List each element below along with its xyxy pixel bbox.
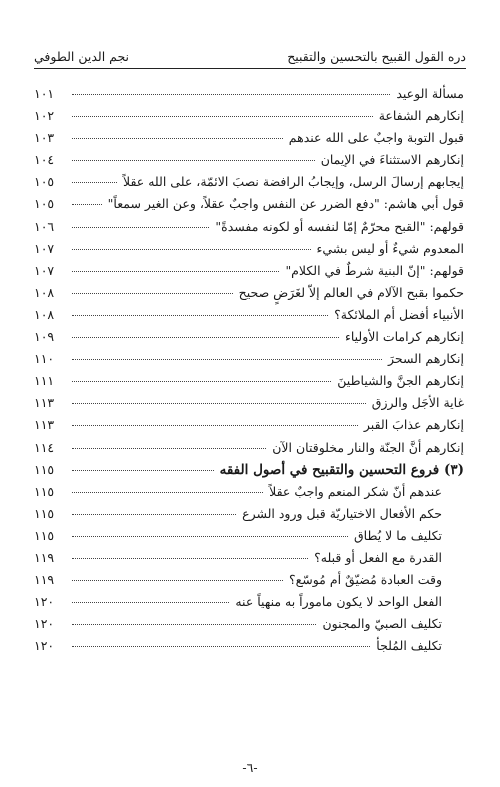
toc-entry-title: تكليف الصبيّ والمجنون — [322, 616, 442, 632]
toc-entry — [34, 86, 464, 108]
toc-entry-title: إنكارهم الاستثناءَ في الإيمان — [320, 152, 464, 168]
toc-entry-page: ١٢٠ — [34, 638, 55, 654]
dot-leader — [72, 94, 390, 95]
toc-entry-page: ١١١ — [34, 373, 55, 389]
toc-entry-page: ١١٤ — [34, 439, 55, 455]
toc-entry-page: ١٠٣ — [34, 130, 55, 146]
toc-entry — [34, 108, 464, 130]
dot-leader — [72, 381, 331, 382]
toc-entry-page: ١٠٧ — [34, 262, 55, 278]
toc-entry-title: إنكارهم كرامات الأولياء — [344, 329, 464, 345]
toc-entry-page: ١٠١ — [34, 86, 55, 101]
dot-leader — [72, 227, 209, 228]
page-number: -٦- — [242, 760, 258, 775]
table-of-contents — [34, 86, 464, 660]
toc-entry-page: ١١٥ — [34, 483, 55, 499]
dot-leader — [72, 293, 233, 294]
toc-entry — [34, 351, 464, 373]
toc-entry — [34, 285, 464, 307]
dot-leader — [72, 646, 370, 647]
toc-entry-page: ١٢٠ — [34, 594, 55, 610]
header-book-title: دره القول القبيح بالتحسين والتقبيح — [287, 49, 466, 64]
toc-entry — [34, 219, 464, 241]
toc-section-heading — [34, 462, 464, 484]
dot-leader — [72, 271, 279, 272]
toc-entry — [34, 241, 464, 263]
toc-entry-page: ١١٥ — [34, 505, 55, 521]
dot-leader — [72, 403, 366, 404]
toc-entry-title: عندهم أنّ شكر المنعم واجبٌ عقلاً — [269, 483, 442, 499]
toc-entry-title: قول أبي هاشم: "دفع الضرر عن النفس واجبٌ عقلاً، وعن الغير سمعاً" — [107, 196, 464, 212]
dot-leader — [72, 514, 236, 515]
toc-entry-page: ١٠٨ — [34, 284, 55, 300]
dot-leader — [72, 558, 308, 559]
toc-entry — [34, 417, 464, 439]
toc-entry-title: (٣) فروع التحسين والتقبيح في أصول الفقه — [219, 461, 464, 478]
toc-entry — [34, 307, 464, 329]
toc-entry-title: حكم الأفعال الاختياريّة قبل ورود الشرع — [242, 505, 442, 521]
toc-entry-page: ١٠٢ — [34, 108, 55, 124]
header-author: نجم الدين الطوفي — [34, 49, 130, 64]
toc-entry-title: إنكارهم السحرَ — [388, 351, 464, 367]
toc-entry-title: قبول التوبة واجبٌ على الله عندهم — [288, 130, 464, 146]
toc-entry-page: ١٠٦ — [34, 218, 55, 234]
toc-entry-title: غاية الأجَل والرزق — [371, 395, 464, 411]
toc-entry-page: ١١٠ — [34, 351, 55, 367]
dot-leader — [72, 116, 373, 117]
toc-entry-title: إنكارهم الجنَّ والشياطينَ — [337, 373, 464, 389]
toc-entry-title: إنكارهم الشفاعة — [378, 108, 464, 124]
dot-leader — [72, 359, 382, 360]
toc-entry — [34, 152, 464, 174]
toc-entry-page: ١١٥ — [34, 527, 55, 543]
toc-entry — [34, 572, 464, 594]
toc-entry-title: قولهم: "إنّ البنية شرطٌ في الكلام" — [285, 262, 464, 278]
toc-entry-title: الفعل الواحد لا يكون ماموراً به منهياً عنه — [235, 594, 442, 610]
toc-entry-page: ١٠٤ — [34, 152, 55, 168]
running-header — [34, 40, 466, 69]
dot-leader — [72, 160, 315, 161]
dot-leader — [72, 536, 348, 537]
toc-entry-title: إنكارهم عذابَ القبر — [363, 417, 464, 433]
toc-entry — [34, 528, 464, 550]
toc-entry-page: ١١٣ — [34, 417, 55, 433]
dot-leader — [72, 470, 214, 471]
toc-entry — [34, 196, 464, 218]
toc-entry — [34, 506, 464, 528]
toc-entry-page: ١٠٥ — [34, 174, 55, 190]
toc-entry-title: المعدوم شيءٌ أو ليس بشيء — [316, 240, 464, 256]
dot-leader — [72, 315, 328, 316]
dot-leader — [72, 182, 117, 183]
toc-entry — [34, 395, 464, 417]
toc-entry-page: ١٢٠ — [34, 616, 55, 632]
dot-leader — [72, 138, 283, 139]
dot-leader — [72, 337, 339, 338]
toc-entry-title: حكموا بقبح الآلام في العالم إلاّ لغَرَضٍ صحيح — [238, 284, 464, 300]
dot-leader — [72, 492, 263, 493]
toc-entry-title: تكليف ما لا يُطاق — [353, 527, 442, 543]
dot-leader — [72, 448, 266, 449]
dot-leader — [72, 425, 358, 426]
toc-entry — [34, 484, 464, 506]
toc-entry-page: ١١٩ — [34, 572, 55, 588]
dot-leader — [72, 580, 283, 581]
toc-entry-title: مسألة الوعيد — [396, 86, 464, 101]
toc-entry — [34, 594, 464, 616]
toc-entry-page: ١١٥ — [34, 461, 55, 477]
toc-entry-page: ١١٩ — [34, 549, 55, 565]
toc-entry-page: ١٠٧ — [34, 240, 55, 256]
toc-entry-title: القدرة مع الفعل أو قبله؟ — [314, 549, 442, 565]
toc-entry-page: ١٠٨ — [34, 306, 55, 322]
toc-entry-title: تكليف المُلجأ — [376, 638, 442, 654]
toc-entry — [34, 373, 464, 395]
toc-entry-title: إنكارهم أنَّ الجنّة والنار مخلوقتان الآن — [272, 439, 464, 455]
toc-entry — [34, 440, 464, 462]
dot-leader — [72, 624, 316, 625]
toc-entry-title: وقت العبادة مُضيّقٌ أم مُوسّع؟ — [288, 572, 442, 588]
toc-entry — [34, 174, 464, 196]
toc-entry — [34, 263, 464, 285]
toc-entry — [34, 638, 464, 660]
dot-leader — [72, 204, 102, 205]
toc-entry — [34, 130, 464, 152]
toc-entry-title: إيجابهم إرسالَ الرسل، وإيجابُ الرافضة نصبَ الائمّة، على الله عقلاً — [123, 174, 464, 190]
dot-leader — [72, 249, 311, 250]
toc-entry-page: ١٠٥ — [34, 196, 55, 212]
toc-entry-page: ١٠٩ — [34, 329, 55, 345]
toc-entry-page: ١١٣ — [34, 395, 55, 411]
toc-entry — [34, 329, 464, 351]
toc-entry-title: قولهم: "القبح محرّمٌ إمّا لنفسه أو لكونه مفسدةً" — [215, 218, 464, 234]
toc-entry — [34, 550, 464, 572]
toc-entry — [34, 616, 464, 638]
dot-leader — [72, 602, 229, 603]
toc-entry-title: الأنبياء أفضل أم الملائكة؟ — [334, 306, 464, 322]
